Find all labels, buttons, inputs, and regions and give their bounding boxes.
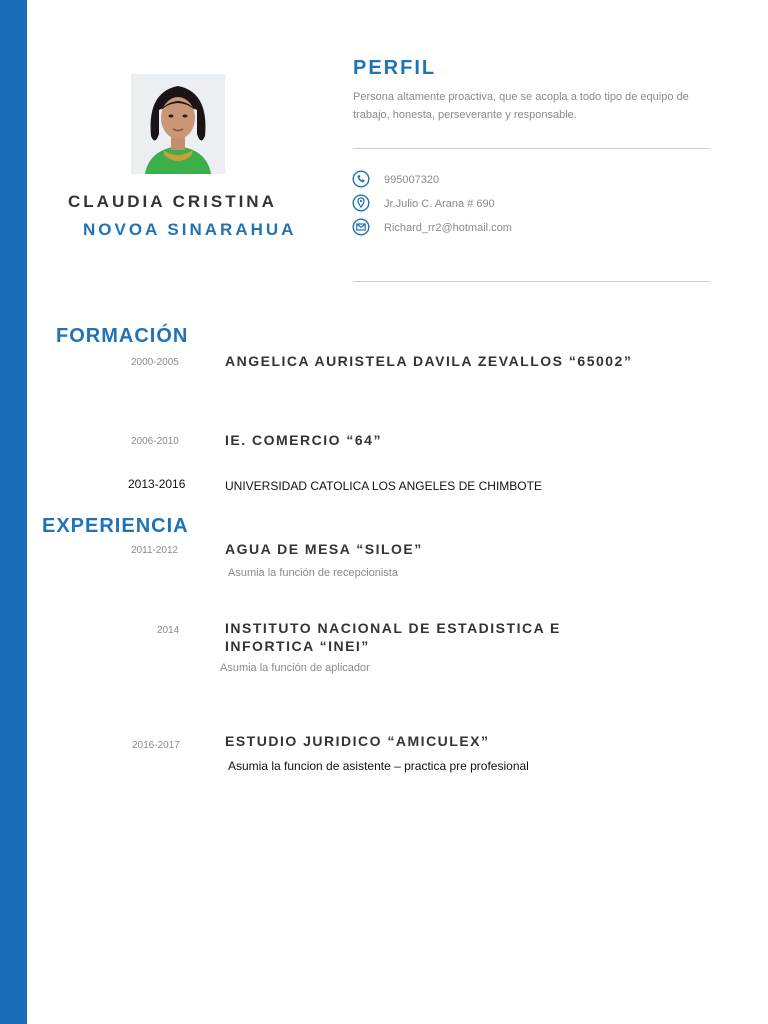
experience-description: Asumia la función de aplicador xyxy=(220,662,370,674)
profile-photo xyxy=(131,74,225,174)
contact-phone: 995007320 xyxy=(384,174,440,186)
divider-top xyxy=(353,148,710,149)
experience-entry: INSTITUTO NACIONAL DE ESTADISTICA E INFORTICA “INEI” xyxy=(225,620,561,654)
phone-icon xyxy=(352,170,370,188)
experience-years: 2011-2012 xyxy=(131,545,179,556)
experience-years: 2016-2017 xyxy=(132,740,180,751)
last-names: NOVOA SINARAHUA xyxy=(83,220,297,239)
experience-entry: AGUA DE MESA “SILOE” xyxy=(225,541,423,557)
first-names: CLAUDIA CRISTINA xyxy=(68,192,277,211)
profile-text: Persona altamente proactiva, que se acopla a todo tipo de equipo de trabajo, honesta, perseverante y responsable. xyxy=(353,91,689,121)
education-title: FORMACIÓN xyxy=(56,325,189,347)
experience-description: Asumia la función de recepcionista xyxy=(228,567,398,579)
education-entry: UNIVERSIDAD CATOLICA LOS ANGELES DE CHIMBOTE xyxy=(225,479,542,493)
experience-title: EXPERIENCIA xyxy=(42,515,189,537)
location-pin-icon xyxy=(352,194,370,212)
email-icon xyxy=(352,218,370,236)
education-entry: ANGELICA AURISTELA DAVILA ZEVALLOS “65002” xyxy=(225,353,633,369)
education-years: 2006-2010 xyxy=(131,436,179,447)
experience-description: Asumia la funcion de asistente – practica pre profesional xyxy=(228,759,529,773)
profile-title: PERFIL xyxy=(353,57,437,79)
left-accent-bar xyxy=(0,0,27,1024)
education-entry: IE. COMERCIO “64” xyxy=(225,432,382,448)
experience-years: 2014 xyxy=(157,625,180,636)
experience-entry: ESTUDIO JURIDICO “AMICULEX” xyxy=(225,733,490,749)
contact-email: Richard_rr2@hotmail.com xyxy=(384,222,512,234)
education-years: 2000-2005 xyxy=(131,357,179,368)
contact-address: Jr.Julio C. Arana # 690 xyxy=(384,198,495,210)
education-years: 2013-2016 xyxy=(128,477,186,491)
divider-bottom xyxy=(353,281,710,282)
